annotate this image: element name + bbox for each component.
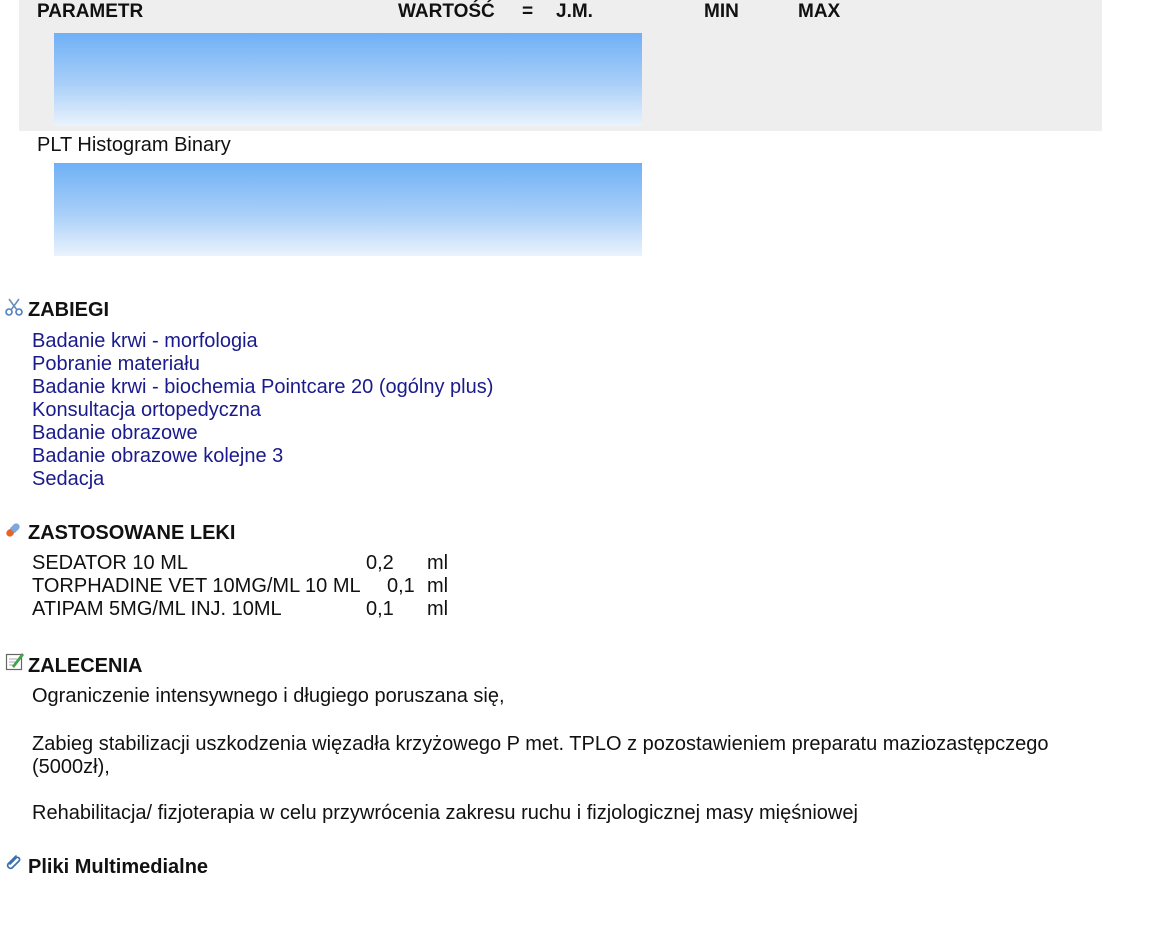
medication-qty: 0,1 xyxy=(366,598,394,620)
recommendation-item: Rehabilitacja/ fizjoterapia w celu przywrócenia zakresu ruchu i fizjologicznej masy mięśniowej xyxy=(32,802,858,824)
zabieg-item[interactable]: Badanie obrazowe kolejne 3 xyxy=(32,445,284,467)
edit-note-icon xyxy=(5,651,25,671)
medication-qty: 0,2 xyxy=(366,552,394,574)
scissors-icon xyxy=(4,297,24,317)
recommendation-item: Ograniczenie intensywnego i długiego poruszana się, xyxy=(32,685,505,707)
column-wartosc: WARTOŚĆ xyxy=(398,1,495,22)
medication-name: ATIPAM 5MG/ML INJ. 10ML xyxy=(32,598,282,620)
column-equals: = xyxy=(522,1,534,22)
medication-unit: ml xyxy=(427,575,449,597)
histogram-image-1 xyxy=(54,33,642,126)
column-min: MIN xyxy=(704,1,739,22)
zabieg-item[interactable]: Sedacja xyxy=(32,468,105,490)
zabieg-item[interactable]: Badanie krwi - morfologia xyxy=(32,330,258,352)
zabieg-item[interactable]: Badanie obrazowe xyxy=(32,422,198,444)
plt-histogram-label: PLT Histogram Binary xyxy=(37,134,231,156)
zabiegi-list xyxy=(32,330,493,491)
zabieg-item[interactable]: Konsultacja ortopedyczna xyxy=(32,399,262,421)
pill-icon xyxy=(3,520,23,540)
pliki-title: Pliki Multimedialne xyxy=(28,856,209,878)
column-max: MAX xyxy=(798,1,841,22)
medication-unit: ml xyxy=(427,598,449,620)
medication-unit: ml xyxy=(427,552,449,574)
column-parametr: PARAMETR xyxy=(37,1,144,22)
zabiegi-title: ZABIEGI xyxy=(28,299,110,321)
medication-name: TORPHADINE VET 10MG/ML 10 ML xyxy=(32,575,361,597)
recommendation-item: Zabieg stabilizacji uszkodzenia więzadła krzyżowego P met. TPLO z pozostawieniem preparatu maziozastępczego (5000zł), xyxy=(32,733,1049,778)
column-jm: J.M. xyxy=(556,1,593,22)
medication-name: SEDATOR 10 ML xyxy=(32,552,188,574)
paperclip-icon xyxy=(3,852,23,872)
plt-histogram-image xyxy=(54,163,642,256)
leki-title: ZASTOSOWANE LEKI xyxy=(28,522,236,544)
zabieg-item[interactable]: Badanie krwi - biochemia Pointcare 20 (ogólny plus) xyxy=(32,376,494,398)
medication-qty: 0,1 xyxy=(387,575,415,597)
zabieg-item[interactable]: Pobranie materiału xyxy=(32,353,200,375)
zalecenia-title: ZALECENIA xyxy=(28,655,143,677)
